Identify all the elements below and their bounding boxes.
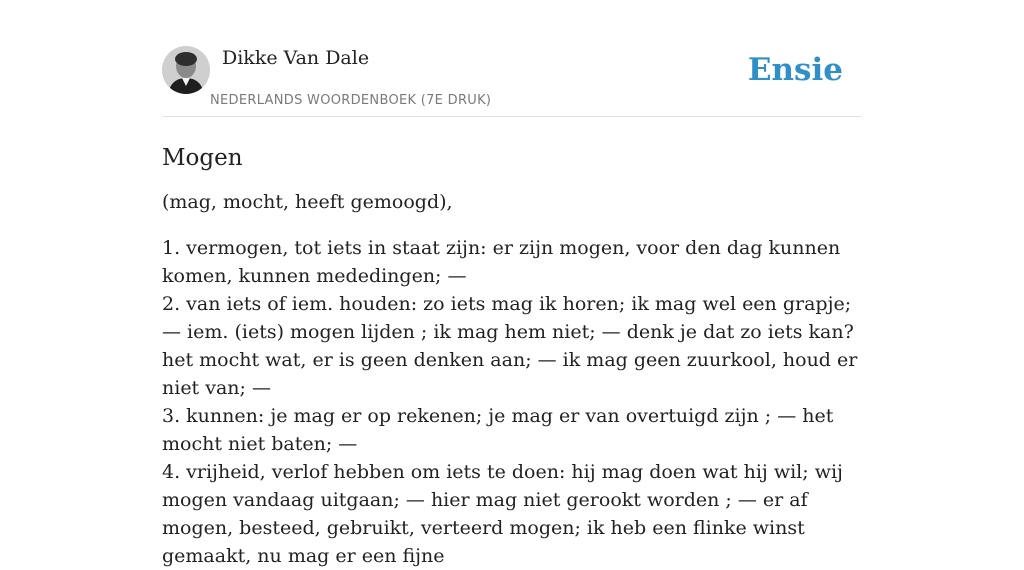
- definition-item: 3. kunnen: je mag er op rekenen; je mag er van overtuigd zijn ; — het mocht niet baten; —: [162, 405, 834, 456]
- source-label: NEDERLANDS WOORDENBOEK (7E DRUK): [210, 93, 492, 108]
- definition-item: 4. vrijheid, verlof hebben om iets te doen: hij mag doen wat hij wil; wij mogen vandaag uitgaan; — hier mag niet gerookt worden ; — er af mogen, besteed, gebruikt, verteerd mogen; ik heb een flinke winst gemaakt, nu mag er een fijne: [162, 461, 843, 568]
- header: [162, 46, 862, 117]
- page-title: Mogen: [162, 145, 243, 171]
- portrait-photo-icon: [162, 46, 210, 94]
- brand-logo[interactable]: Ensie: [747, 52, 843, 88]
- avatar[interactable]: [162, 46, 210, 94]
- author-name[interactable]: Dikke Van Dale: [222, 47, 370, 69]
- word-forms: (mag, mocht, heeft gemoogd),: [162, 191, 453, 214]
- page: [162, 0, 862, 570]
- definition-item: 1. vermogen, tot iets in staat zijn: er zijn mogen, voor den dag kunnen komen, kunnen mededingen; —: [162, 237, 841, 288]
- definition-list: [162, 234, 862, 570]
- definition-item: 2. van iets of iem. houden: zo iets mag ik horen; ik mag wel een grapje; — iem. (iets) mogen lijden ; ik mag hem niet; — denk je dat zo iets kan? het mocht wat, er is geen denken aan; — ik mag geen zuurkool, houd er niet van; —: [162, 293, 858, 400]
